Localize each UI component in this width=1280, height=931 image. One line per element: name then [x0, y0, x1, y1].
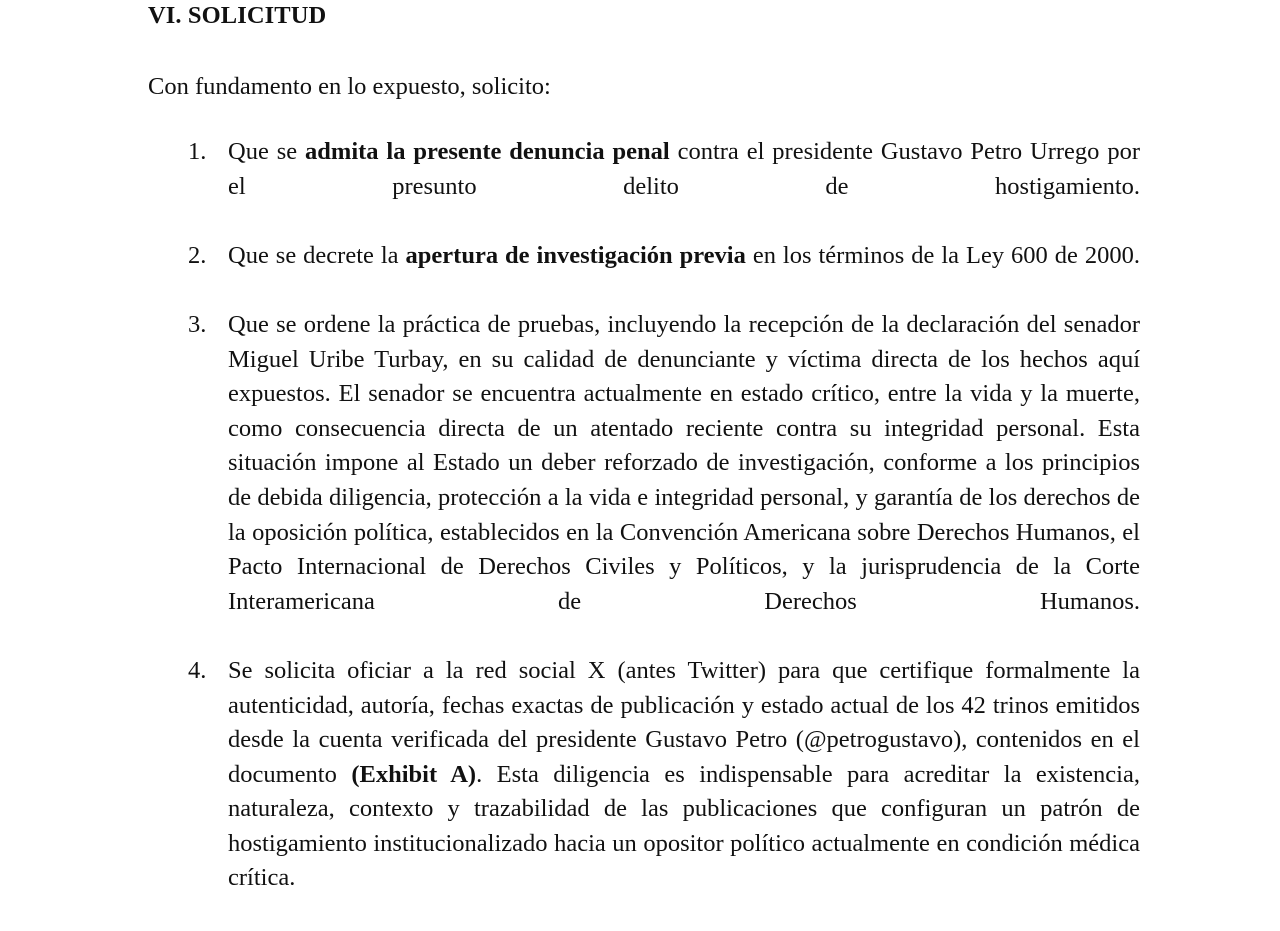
body-text: Se solicita oficiar a la red social X (antes Twitter) para que certifique formalmente la autenticidad, autoría, fechas exactas de publicación y estado actual de los 42 trinos emitidos desde la cuenta verificada del presidente Gustavo Petro (@petrogustavo), contenidos en el documento — [228, 656, 1140, 788]
body-text: Que se — [228, 138, 306, 165]
body-text: Que se ordene la práctica de pruebas, incluyendo la recepción de la declaración del senador Miguel Uribe Turbay, en su calidad de denunciante y víctima directa de los hechos aquí expuestos. El senador se encuentra actualmente en estado crítico, entre la vida y la muerte, como consecuencia directa de un atentado reciente contra su integridad personal. Esta situación impone al Estado un deber reforzado de investigación, conforme a los principios de debida diligencia, protección a la vida e integridad personal, y garantía de los derechos de la oposición política, establecidos en la Convención Americana sobre Derechos Humanos, el Pacto Internacional de Derechos Civiles y Políticos, y la jurisprudencia de la Corte Interamericana de Derechos Humanos. — [228, 310, 1140, 615]
request-list — [148, 104, 1140, 931]
emphasis-text: apertura de investigación previa — [405, 241, 746, 269]
request-item-marker: 1. — [188, 138, 207, 165]
section-heading: VI. SOLICITUD — [148, 2, 327, 29]
emphasis-text: admita la presente denuncia penal — [305, 138, 670, 165]
request-item — [148, 239, 1140, 308]
request-item — [148, 308, 1140, 654]
document-content — [148, 0, 1140, 931]
body-text: Que se decrete la — [228, 241, 406, 269]
body-text: en los términos de la Ley 600 de 2000. — [745, 241, 1140, 269]
request-item — [148, 654, 1140, 931]
intro-paragraph: Con fundamento en lo expuesto, solicito: — [148, 73, 551, 100]
body-text: . Esta diligencia es indispensable para acreditar la existencia, naturaleza, contexto y trazabilidad de las publicaciones que configuran un patrón de hostigamiento institucionalizado hacia un opositor político actualmente en condición médica crítica. — [228, 760, 1140, 892]
request-item-text — [228, 654, 1140, 931]
request-item-marker: 4. — [188, 656, 207, 684]
request-item-marker: 3. — [188, 310, 207, 338]
request-item-marker: 2. — [188, 241, 207, 269]
request-item-text — [228, 135, 1140, 239]
request-item-text — [228, 308, 1140, 654]
emphasis-text: (Exhibit A) — [351, 760, 477, 788]
body-text: contra el presidente Gustavo Petro Urrego por el presunto delito de hostigamiento. — [228, 138, 1140, 200]
request-item — [148, 135, 1140, 239]
request-item-text — [228, 239, 1140, 308]
